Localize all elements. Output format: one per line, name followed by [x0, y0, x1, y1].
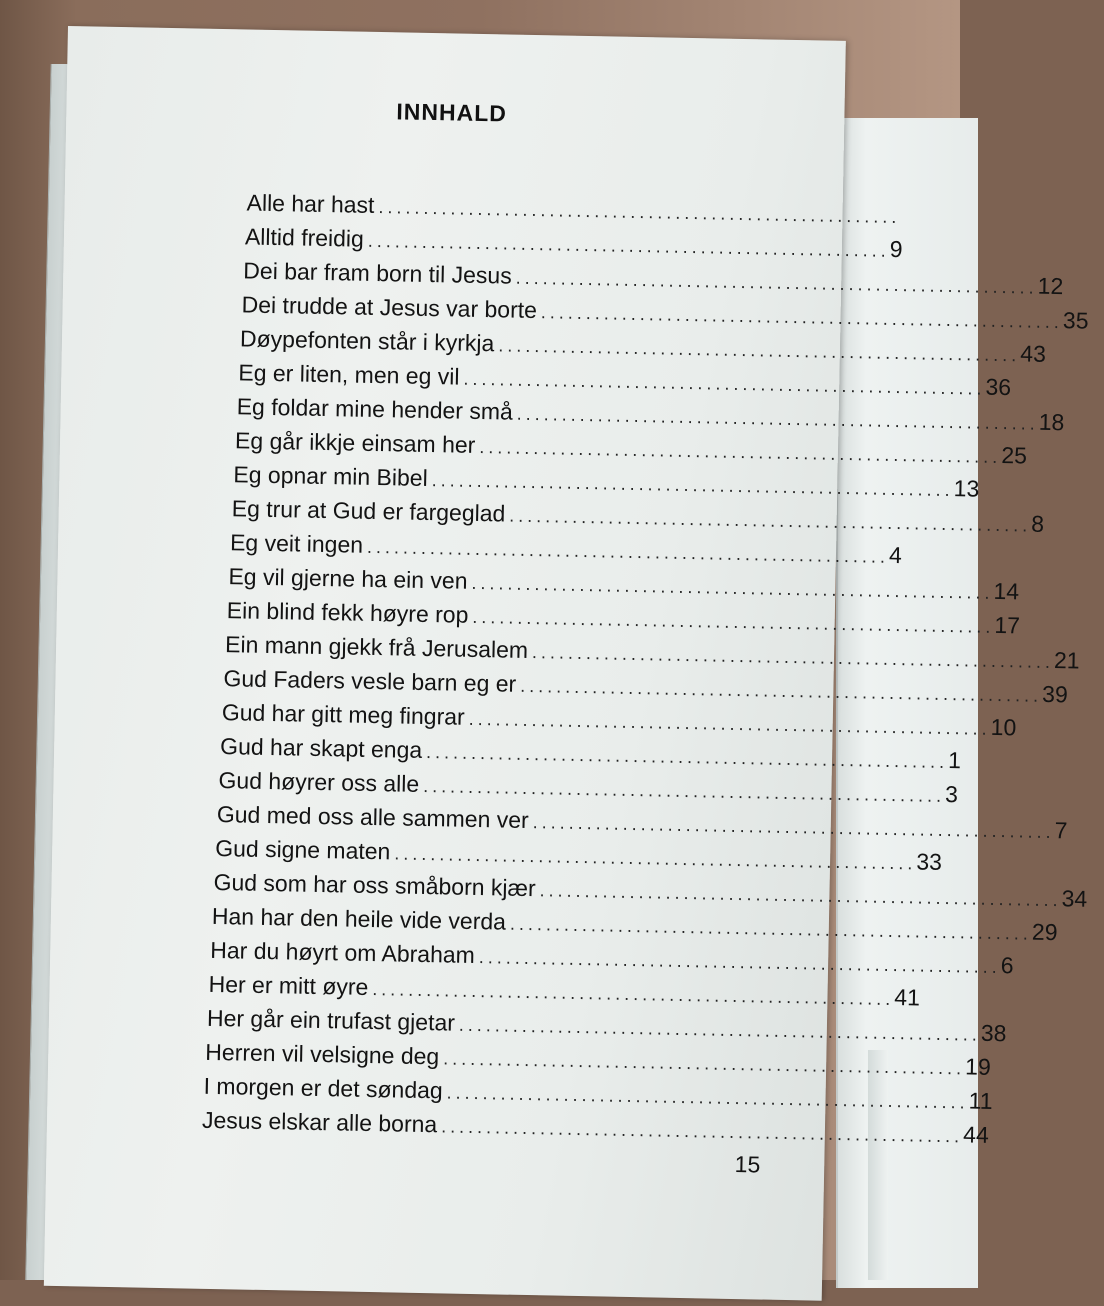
toc-entry-page: 7	[1054, 817, 1067, 844]
toc-entry-title: Dei trudde at Jesus var borte	[241, 291, 541, 324]
dot-leader: ..........................................................	[515, 268, 1037, 299]
toc-entry-title: Eg vil gjerne ha ein ven	[228, 563, 472, 595]
dot-leader: ..........................................................	[517, 404, 1039, 435]
toc-entry-title: Dei bar fram born til Jesus	[243, 257, 516, 289]
dot-leader: ..........................................................	[372, 979, 894, 1010]
toc-entry-page: 29	[1032, 919, 1058, 946]
toc-entry-title: Alle har hast	[246, 189, 378, 219]
dot-leader: ..........................................................	[510, 914, 1032, 945]
toc-entry-page: 43	[1020, 340, 1046, 367]
toc-entry-page: 6	[1001, 952, 1014, 979]
toc-entry-page: 33	[916, 848, 942, 875]
dot-leader: ..........................................................	[472, 607, 994, 638]
dot-leader: ..........................................................	[426, 742, 948, 773]
page-title: INNHALD	[396, 98, 507, 127]
dot-leader: ..........................................................	[367, 537, 889, 568]
toc-entry-page: 36	[985, 374, 1011, 401]
toc-entry-title: Gud høyrer oss alle	[218, 767, 423, 798]
toc-entry-title: Ein blind fekk høyre rop	[227, 597, 473, 629]
toc-entry-page: 17	[994, 612, 1020, 639]
dot-leader: ..........................................................	[394, 843, 916, 874]
toc-entry-page: 21	[1054, 647, 1080, 674]
toc-entry-title: Her går ein trufast gjetar	[207, 1005, 459, 1037]
toc-entry-title: Gud Faders vesle barn eg er	[223, 665, 520, 698]
dot-leader: ..........................................................	[509, 506, 1031, 537]
dot-leader: ..........................................................	[532, 812, 1054, 843]
dot-leader: ..........................................................	[479, 947, 1001, 978]
toc-entry-page: 11	[968, 1087, 992, 1114]
toc-entry-page: 41	[894, 984, 920, 1011]
toc-entry-title: Eg veit ingen	[230, 529, 367, 559]
dot-leader	[204, 1162, 704, 1172]
toc-entry-title: Han har den heile vide verda	[212, 903, 511, 936]
book-page	[44, 26, 846, 1301]
toc-entry-title: Jesus elskar alle borna	[202, 1107, 442, 1139]
toc-entry-page: 14	[993, 578, 1019, 605]
toc-entry-page: 25	[1001, 442, 1027, 469]
toc-entry-title: Herren vil velsigne deg	[205, 1039, 443, 1071]
toc-entry-title: Gud har skapt enga	[220, 733, 427, 764]
dot-leader: ..........................................................	[443, 1048, 965, 1079]
toc-entry-title: Har du høyrt om Abraham	[210, 937, 479, 969]
toc-entry-page: 34	[1061, 885, 1087, 912]
toc-entry-title: I morgen er det søndag	[203, 1073, 447, 1105]
toc-entry-page: 4	[889, 542, 902, 569]
toc-entry-page: 9	[890, 236, 903, 263]
toc-entry-title: Ein mann gjekk frå Jerusalem	[225, 631, 532, 664]
dot-leader: ..........................................................	[471, 573, 993, 604]
dot-leader: ..........................................................	[423, 776, 945, 807]
toc-entry-title: Gud signe maten	[215, 835, 395, 865]
dot-leader: ..........................................................	[446, 1082, 968, 1113]
dot-leader: ..........................................................	[541, 302, 1063, 333]
dot-leader: ..........................................................	[539, 880, 1061, 911]
toc-entry-title: Eg er liten, men eg vil	[238, 359, 464, 390]
toc-entry-page: 3	[945, 781, 958, 808]
toc-entry-page: 44	[963, 1121, 989, 1148]
toc-entry-title: Eg går ikkje einsam her	[235, 427, 480, 459]
toc-entry-page: 18	[1039, 409, 1065, 436]
dot-leader: ..........................................................	[368, 231, 890, 262]
toc-entry-title: Eg foldar mine hender små	[236, 393, 517, 425]
toc-entry-title: Gud som har oss småborn kjær	[213, 869, 540, 902]
dot-leader: ..........................................................	[463, 369, 985, 400]
dot-leader: ..........................................................	[468, 709, 990, 740]
toc-entry-title: Alltid freidig	[245, 223, 368, 252]
toc-entry-page: 35	[1063, 307, 1089, 334]
toc-entry-title: Gud med oss alle sammen ver	[217, 801, 533, 834]
toc-entry-title: Eg trur at Gud er fargeglad	[232, 495, 510, 527]
toc-entry-page: 19	[965, 1053, 991, 1080]
toc-entry-title: Gud har gitt meg fingrar	[222, 699, 469, 731]
dot-leader: ..........................................................	[479, 437, 1001, 468]
table-of-contents	[46, 186, 843, 1201]
toc-entry-page: 13	[953, 475, 979, 502]
toc-entry-page: 10	[990, 714, 1016, 741]
dot-leader: ..........................................................	[459, 1015, 981, 1046]
toc-entry-page: 38	[981, 1020, 1007, 1047]
toc-entry-title: Her er mitt øyre	[208, 971, 372, 1001]
toc-entry-title: Eg opnar min Bibel	[233, 461, 432, 492]
toc-entry-page: 39	[1042, 681, 1068, 708]
dot-leader: ..........................................................	[431, 470, 953, 501]
toc-entry-page: 8	[1031, 511, 1044, 538]
facing-page-edge	[868, 1050, 888, 1280]
dot-leader: ..........................................................	[378, 197, 900, 228]
toc-entry-title: Døypefonten står i kyrkja	[240, 325, 499, 357]
toc-entry-page: 15	[704, 1150, 761, 1178]
toc-entry-page: 12	[1037, 273, 1063, 300]
dot-leader: ..........................................................	[498, 335, 1020, 366]
dot-leader: ..........................................................	[441, 1116, 963, 1147]
toc-entry-page: 1	[948, 747, 961, 774]
dot-leader: ..........................................................	[532, 642, 1054, 673]
dot-leader: ..........................................................	[520, 676, 1042, 707]
